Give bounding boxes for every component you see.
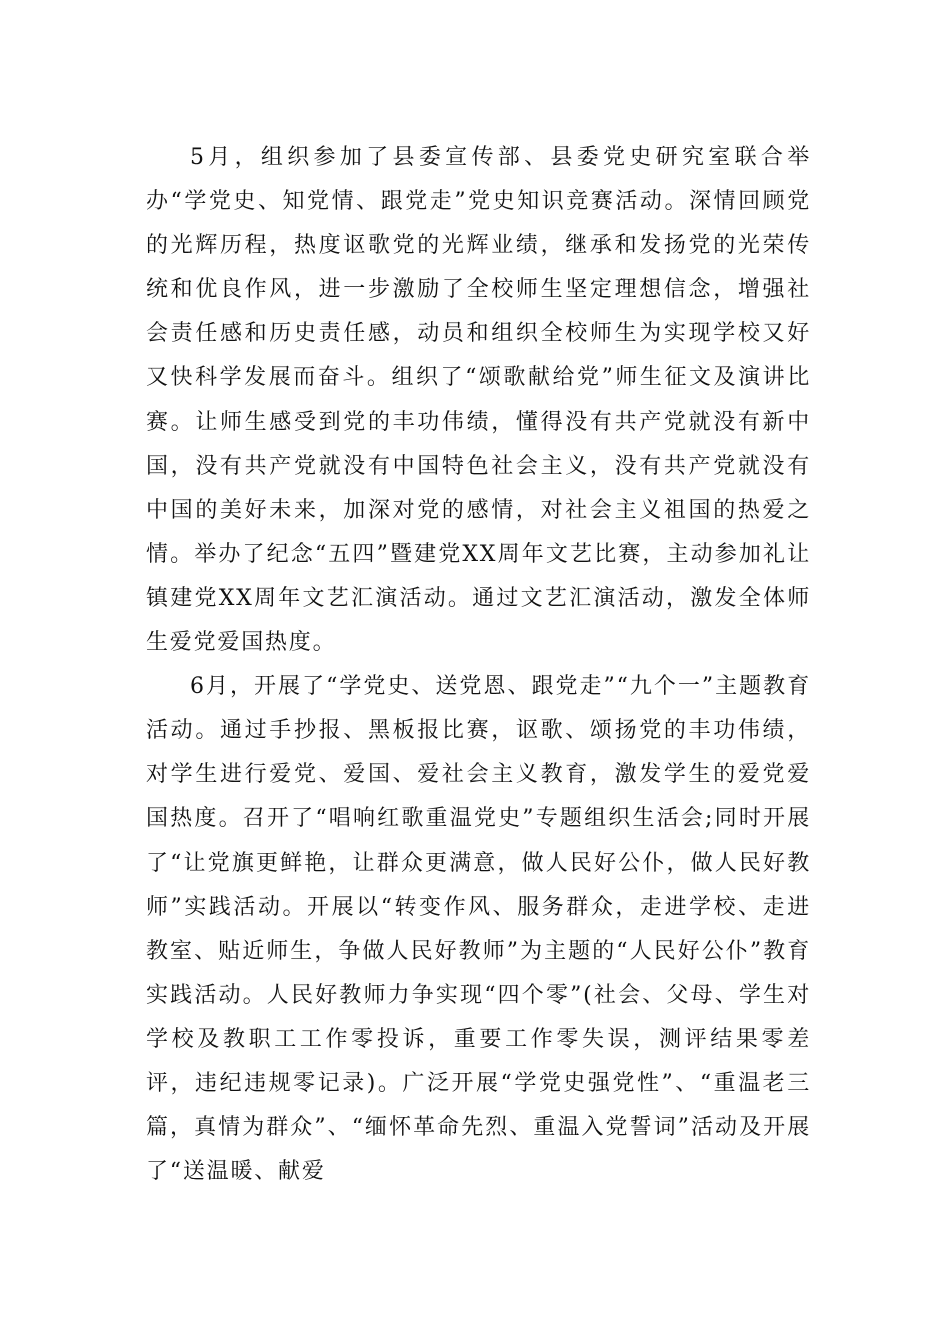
paragraph-june: 6月，开展了“学党史、送党恩、跟党走”“九个一”主题教育活动。通过手抄报、黑板报比赛，讴歌、颂扬党的丰功伟绩，对学生进行爱党、爱国、爱社会主义教育，激发学生的爱党爱国热度。召开了“唱响红歌重温党史”专题组织生活会;同时开展了“让党旗更鲜艳，让群众更满意，做人民好公仆，做人民好教师”实践活动。开展以“转变作风、服务群众，走进学校、走进教室、贴近师生，争做人民好教师”为主题的“人民好公仆”教育实践活动。人民好教师力争实现“四个零”(社会、父母、学生对学校及教职工工作零投诉，重要工作零失误，测评结果零差评，违纪违规零记录)。广泛开展“学党史强党性”、“重温老三篇，真情为群众”、“缅怀革命先烈、重温入党誓词”活动及开展了“送温暖、献爱 [146,674,811,1185]
paragraph-may: 5月，组织参加了县委宣传部、县委党史研究室联合举办“学党史、知党情、跟党走”党史知识竞赛活动。深情回顾党的光辉历程，热度讴歌党的光辉业绩，继承和发扬党的光荣传统和优良作风，进一步激励了全校师生坚定理想信念，增强社会责任感和历史责任感，动员和组织全校师生为实现学校又好又快科学发展而奋斗。组织了“颂歌献给党”师生征文及演讲比赛。让师生感受到党的丰功伟绩，懂得没有共产党就没有新中国，没有共产党就没有中国特色社会主义，没有共产党就没有中国的美好未来，加深对党的感情，对社会主义祖国的热爱之情。举办了纪念“五四”暨建党XX周年文艺比赛，主动参加礼让镇建党XX周年文艺汇演活动。通过文艺汇演活动，激发全体师生爱党爱国热度。 [146,145,811,656]
